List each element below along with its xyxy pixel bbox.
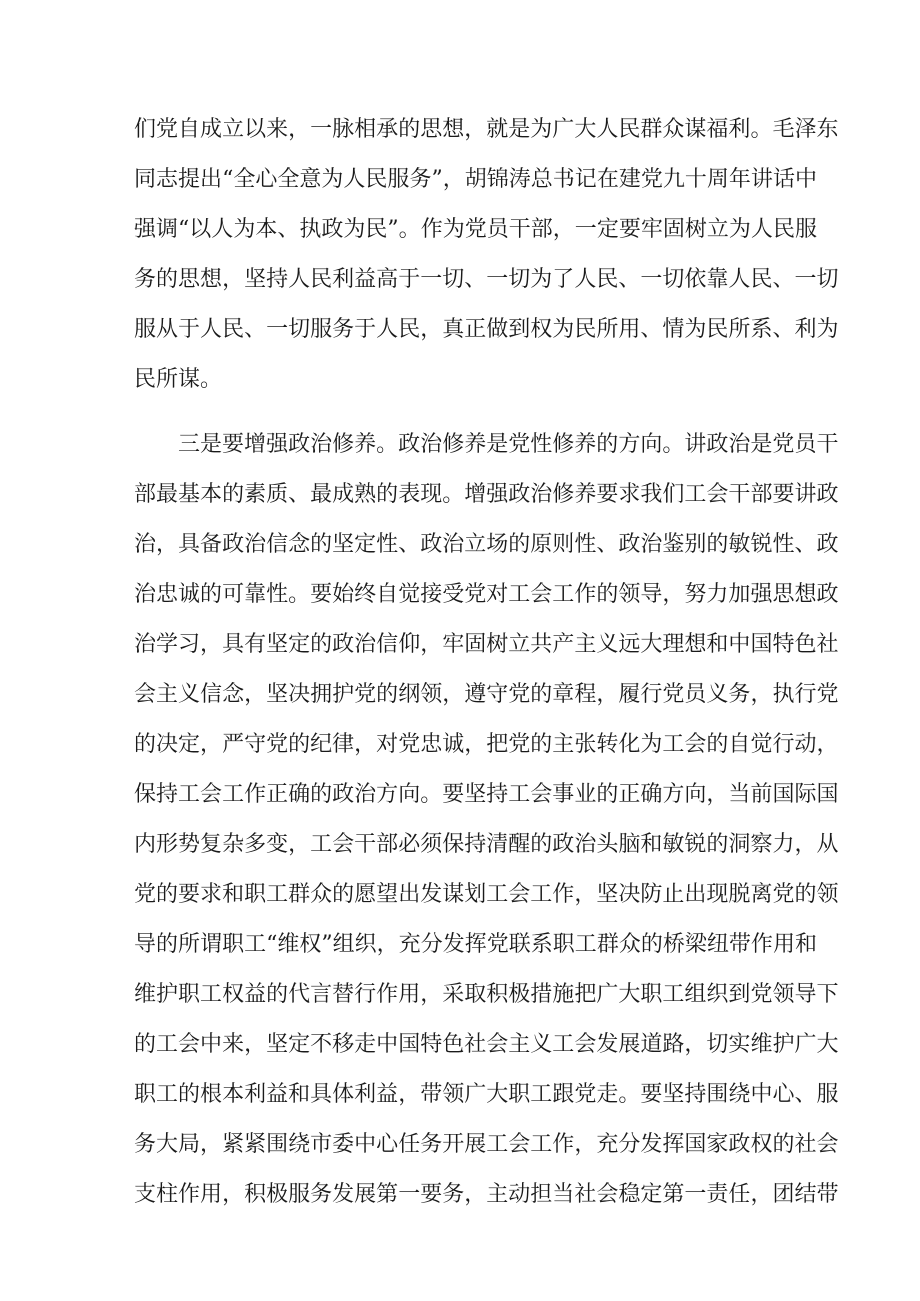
paragraph-2-line: 的 决 定 ， 严 守 党 的 纪 律 ， 对 党 忠 诚 ， 把 党 的 主 张 转 化 为 工 会 的 自 觉 行 动 ，: [134, 732, 839, 757]
paragraph-2-line: 部 最 基 本 的 素 质 、 最 成 熟 的 表 现 。 增 强 政 治 修 养 要 求 我 们 工 会 干 部 要 讲 政: [134, 482, 839, 507]
paragraph-2-line: 保 持 工 会 工 作 正 确 的 政 治 方 向 。 要 坚 持 工 会 事 业 的 正 确 方 向 ， 当 前 国 际 国: [134, 782, 839, 807]
paragraph-2-line: 务 大 局 ， 紧 紧 围 绕 市 委 中 心 任 务 开 展 工 会 工 作 ， 充 分 发 挥 国 家 政 权 的 社 会: [134, 1132, 839, 1157]
paragraph-1-line: 强 调 “ 以 人 为 本 、 执 政 为 民 ” 。 作 为 党 员 干 部 ， 一 定 要 牢 固 树 立 为 人 民 服: [134, 217, 817, 242]
paragraph-1-line: 服 从 于 人 民 、 一 切 服 务 于 人 民 ， 真 正 做 到 权 为 民 所 用 、 情 为 民 所 系 、 利 为: [134, 317, 839, 342]
paragraph-2-line: 党 的 要 求 和 职 工 群 众 的 愿 望 出 发 谋 划 工 会 工 作 ， 坚 决 防 止 出 现 脱 离 党 的 领: [134, 882, 839, 907]
paragraph-2-line: 会 主 义 信 念 ， 坚 决 拥 护 党 的 纲 领 ， 遵 守 党 的 章 程 ， 履 行 党 员 义 务 ， 执 行 党: [134, 682, 839, 707]
paragraph-2-line: 支 柱 作 用 ， 积 极 服 务 发 展 第 一 要 务 ， 主 动 担 当 社 会 稳 定 第 一 责 任 ， 团 结 带: [134, 1182, 839, 1207]
paragraph-2-line: 三 是 要 增 强 政 治 修 养 。 政 治 修 养 是 党 性 修 养 的 方 向 。 讲 政 治 是 党 员 干: [178, 432, 839, 457]
paragraph-2-line: 导 的 所 谓 职 工 “ 维 权 ” 组 织 ， 充 分 发 挥 党 联 系 职 工 群 众 的 桥 梁 纽 带 作 用 和: [134, 932, 817, 957]
paragraph-2-line: 维 护 职 工 权 益 的 代 言 替 行 作 用 ， 采 取 积 极 措 施 把 广 大 职 工 组 织 到 党 领 导 下: [134, 982, 839, 1007]
paragraph-1-line: 同 志 提 出 “ 全 心 全 意 为 人 民 服 务 ” ， 胡 锦 涛 总 书 记 在 建 党 九 十 周 年 讲 话 中: [134, 167, 817, 192]
paragraph-1-line: 们 党 自 成 立 以 来 ， 一 脉 相 承 的 思 想 ， 就 是 为 广 大 人 民 群 众 谋 福 利 。 毛 泽 东: [134, 117, 839, 142]
paragraph-2-line: 治 ， 具 备 政 治 信 念 的 坚 定 性 、 政 治 立 场 的 原 则 性 、 政 治 鉴 别 的 敏 锐 性 、 政: [134, 532, 839, 557]
paragraph-2-line: 治 学 习 ， 具 有 坚 定 的 政 治 信 仰 ， 牢 固 树 立 共 产 主 义 远 大 理 想 和 中 国 特 色 社: [134, 632, 839, 657]
paragraph-2-line: 治 忠 诚 的 可 靠 性 。 要 始 终 自 觉 接 受 党 对 工 会 工 作 的 领 导 ， 努 力 加 强 思 想 政: [134, 582, 839, 607]
paragraph-1-line: 务 的 思 想 ， 坚 持 人 民 利 益 高 于 一 切 、 一 切 为 了 人 民 、 一 切 依 靠 人 民 、 一 切: [134, 267, 839, 292]
paragraph-2-line: 职 工 的 根 本 利 益 和 具 体 利 益 ， 带 领 广 大 职 工 跟 党 走 。 要 坚 持 围 绕 中 心 、 服: [134, 1082, 839, 1107]
paragraph-2-line: 内 形 势 复 杂 多 变 ， 工 会 干 部 必 须 保 持 清 醒 的 政 治 头 脑 和 敏 锐 的 洞 察 力 ， 从: [134, 832, 839, 857]
paragraph-1-line: 民所谋。: [134, 367, 223, 392]
paragraph-2-line: 的 工 会 中 来 ， 坚 定 不 移 走 中 国 特 色 社 会 主 义 工 会 发 展 道 路 ， 切 实 维 护 广 大: [134, 1032, 839, 1057]
